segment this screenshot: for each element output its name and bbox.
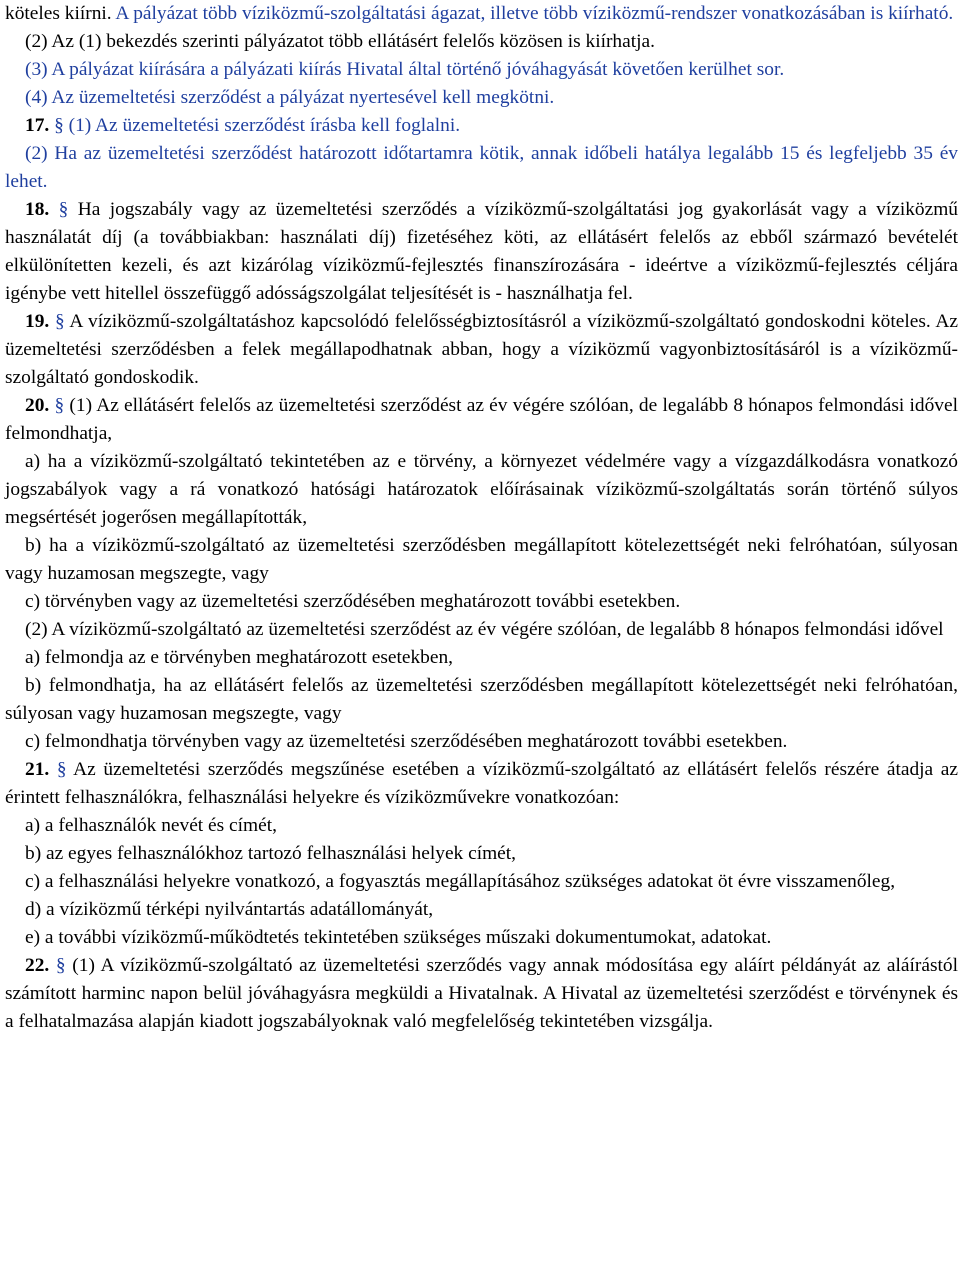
list-item (5, 924, 958, 952)
list-item (5, 728, 958, 756)
text-run: (1) A víziközmű-szolgáltató az üzemeltetési szerződés vagy annak módosítása egy aláírt példányát az aláírástól számított harminc napon belül jóváhagyásra megküldi a Hivatalnak. A Hivatal az üzemeltetési szerződést e törvénynek és a felhatalmazása alapján kiadott jogszabályoknak való megfelelőség tekintetében vizsgálja. (5, 955, 959, 1032)
section-number: 22. (25, 955, 56, 976)
section-sign-link[interactable]: § (58, 199, 69, 220)
section-sign-link[interactable]: § (54, 115, 64, 136)
list-item (5, 896, 958, 924)
section-number: 18. (25, 199, 59, 220)
text-run: Az üzemeltetési szerződés megszűnése esetében a víziközmű-szolgáltató az ellátásért felelős részére átadja az érintett felhasználókra, felhasználási helyekre és víziközművekre vonatkozóan: (5, 759, 958, 808)
text-run: a) ha a víziközmű-szolgáltató tekintetében az e törvény, a környezet védelmére vagy a vízgazdálkodásra vonatkozó jogszabályok vagy a rá vonatkozó hatósági határozatok előírásainak víziközmű-szolgáltatás során történő súlyos megsértését jogerősen megállapították, (5, 451, 958, 528)
text-run: b) ha a víziközmű-szolgáltató az üzemeltetési szerződésben megállapított kötelezettségét neki felróhatóan, súlyosan vagy huzamosan megszegte, vagy (5, 535, 958, 584)
section-number: 19. (25, 311, 55, 332)
section-number: 17. (25, 115, 55, 136)
section-18 (5, 196, 958, 308)
section-17 (5, 112, 958, 140)
text-run: (2) A víziközmű-szolgáltató az üzemeltetési szerződést az év végére szólóan, de legalább 8 hónapos felmondási idővel (25, 619, 944, 640)
text-run-link[interactable]: (3) A pályázat kiírására a pályázati kiírás Hivatal által történő jóváhagyását követően kerülhet sor. (25, 59, 785, 80)
section-sign-link[interactable]: § (56, 759, 67, 780)
list-item (5, 868, 958, 896)
list-item (5, 840, 958, 868)
paragraph (5, 0, 958, 28)
text-run: köteles kiírni. (5, 3, 116, 24)
section-sign-link[interactable]: § (54, 311, 65, 332)
text-run: a) a felhasználók nevét és címét, (25, 815, 277, 836)
text-run: Ha jogszabály vagy az üzemeltetési szerződés a víziközmű-szolgáltatási jog gyakorlását vagy a víziközmű használatát díj (a továbbiakban: használati díj) fizetéséhez köti, az ellátásért felelős az ebből származó bevételét elkülönítetten kezeli, és azt kizárólag víziközmű-fejlesztés finanszírozására - ideértve a víziközmű-fejlesztés céljára igénybe vett hitellel összefüggő adósságszolgálat teljesítését is - használhatja fel. (5, 199, 959, 304)
text-run-link[interactable]: (2) Ha az üzemeltetési szerződést határozott időtartamra kötik, annak időbeli hatálya legalább 15 és legfeljebb 35 év lehet. (5, 143, 958, 192)
section-number: 21. (25, 759, 57, 780)
paragraph (5, 140, 958, 196)
text-run: e) a további víziközmű-működtetés tekintetében szükséges műszaki dokumentumokat, adatokat. (25, 927, 772, 948)
text-run: a) felmondja az e törvényben meghatározott esetekben, (25, 647, 454, 668)
section-number: 20. (25, 395, 55, 416)
text-run-link[interactable]: (1) Az üzemeltetési szerződést írásba kell foglalni. (63, 115, 461, 136)
list-item (5, 812, 958, 840)
text-run: b) felmondhatja, ha az ellátásért felelős az üzemeltetési szerződésben megállapított kötelezettségét neki felróhatóan, súlyosan vagy huzamosan megszegte, vagy (5, 675, 958, 724)
list-item (5, 532, 958, 588)
list-item (5, 448, 958, 532)
text-run: b) az egyes felhasználókhoz tartozó felhasználási helyek címét, (25, 843, 517, 864)
text-run: c) a felhasználási helyekre vonatkozó, a fogyasztás megállapításához szükséges adatokat öt évre visszamenőleg, (25, 871, 896, 892)
text-run: A víziközmű-szolgáltatáshoz kapcsolódó felelősségbiztosításról a víziközmű-szolgáltató gondoskodni köteles. Az üzemeltetési szerződésben a felek megállapodhatnak abban, hogy a víziközmű vagyonbiztosításáról is a víziközmű-szolgáltató gondoskodik. (5, 311, 959, 388)
text-run-link[interactable]: A pályázat több víziközmű-szolgáltatási ágazat, illetve több víziközmű-rendszer vonatkozásában is kiírható. (115, 3, 954, 24)
section-sign-link[interactable]: § (54, 395, 65, 416)
section-19 (5, 308, 958, 392)
text-run: c) felmondhatja törvényben vagy az üzemeltetési szerződésében meghatározott további esetekben. (25, 731, 788, 752)
list-item (5, 588, 958, 616)
paragraph (5, 84, 958, 112)
text-run-link[interactable]: (4) Az üzemeltetési szerződést a pályázat nyertesével kell megkötni. (25, 87, 555, 108)
paragraph (5, 56, 958, 84)
document-page (5, 0, 958, 1036)
text-run: (2) Az (1) bekezdés szerinti pályázatot több ellátásért felelős közösen is kiírhatja. (25, 31, 655, 52)
list-item (5, 672, 958, 728)
section-22 (5, 952, 958, 1036)
section-sign-link[interactable]: § (55, 955, 66, 976)
paragraph (5, 28, 958, 56)
list-item (5, 644, 958, 672)
section-21 (5, 756, 958, 812)
text-run: c) törvényben vagy az üzemeltetési szerződésében meghatározott további esetekben. (25, 591, 681, 612)
text-run: d) a víziközmű térképi nyilvántartás adatállományát, (25, 899, 434, 920)
section-20 (5, 392, 958, 448)
paragraph (5, 616, 958, 644)
text-run: (1) Az ellátásért felelős az üzemeltetési szerződést az év végére szólóan, de legalább 8 hónapos felmondási idővel felmondhatja, (5, 395, 959, 444)
